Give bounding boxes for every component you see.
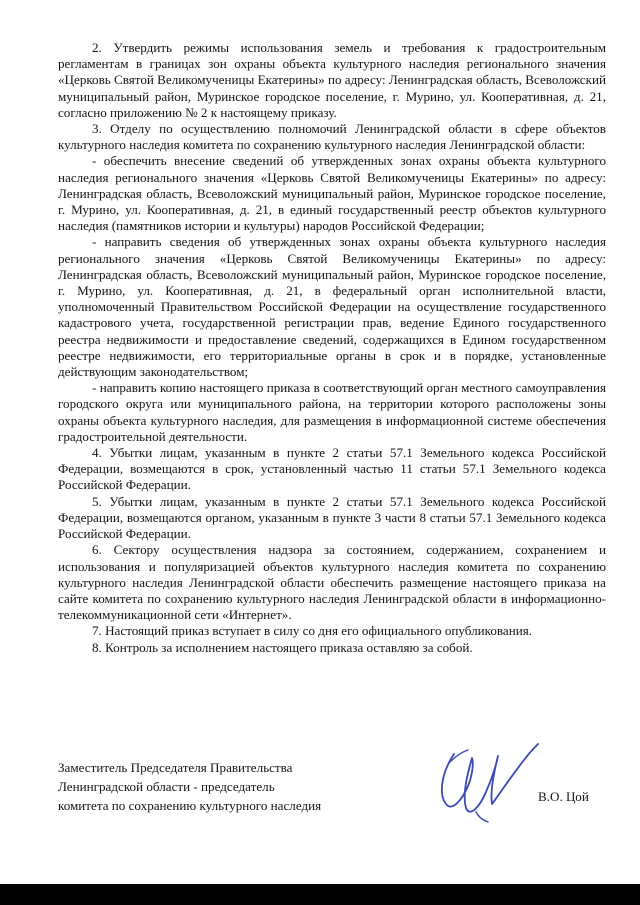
- paragraph-8-control: 8. Контроль за исполнением настоящего приказа оставляю за собой.: [92, 639, 473, 655]
- handwritten-signature: [432, 742, 540, 824]
- document-body: [58, 40, 606, 656]
- paragraph-3-item-cadastre: - направить сведения об утвержденных зонах охраны объекта культурного наследия регионального значения «Церковь Святой Великомученицы Екатерины» по адресу: Ленинградская область, Всеволожский муниципальный район, Муринское городское поселение, г. Мурино, ул. Кооперативная, д. 21, в федеральный орган исполнительной власти, уполномоченный Правительством Российской Федерации на осуществление государственного кадастрового учета, государственной регистрации прав, ведение Единого государственного реестра недвижимости и предоставление сведений, содержащихся в Едином государственном реестре недвижимости, его территориальные органы в срок и в порядке, установленные действующим законодательством;: [58, 234, 606, 380]
- paragraph-7-entry-into-force: 7. Настоящий приказ вступает в силу со дня его официального опубликования.: [92, 623, 533, 639]
- signatory-position-line: Заместитель Председателя Правительства: [58, 760, 293, 775]
- signatory-position-line: комитета по сохранению культурного наследия: [58, 798, 322, 813]
- signatory-position-line: Ленинградской области - председатель: [58, 779, 275, 794]
- paragraph-4-losses-term: 4. Убытки лицам, указанным в пункте 2 статьи 57.1 Земельного кодекса Российской Федерации, возмещаются в срок, установленный частью 11 статьи 57.1 Земельного кодекса Российской Федерации.: [58, 445, 606, 493]
- paragraph-3-item-registry: - обеспечить внесение сведений об утвержденных зонах охраны объекта культурного наследия регионального значения «Церковь Святой Великомученицы Екатерины» по адресу: Ленинградская область, Всеволожский муниципальный район, Муринское городское поселение, г. Мурино, ул. Кооперативная, д. 21, в единый государственный реестр объектов культурного наследия (памятников истории и культуры) народов Российской Федерации;: [58, 153, 606, 234]
- paragraph-5-losses-body: 5. Убытки лицам, указанным в пункте 2 статьи 57.1 Земельного кодекса Российской Федерации, возмещаются органом, указанным в пункте 3 части 8 статьи 57.1 Земельного кодекса Российской Федерации.: [58, 493, 606, 542]
- signatory-name: В.О. Цой: [538, 789, 589, 804]
- signatory-position: [58, 758, 321, 815]
- scan-border-bar: [0, 884, 640, 905]
- paragraph-3-item-local-government: - направить копию настоящего приказа в соответствующий орган местного самоуправления городского округа или муниципального района, на территории которого расположены зоны охраны объекта культурного наследия, для размещения в информационной системе обеспечения градостроительной деятельности.: [58, 380, 606, 444]
- paragraph-3-department-tasks: 3. Отделу по осуществлению полномочий Ленинградской области в сфере объектов культурного наследия комитета по сохранению культурного наследия Ленинградской области:: [58, 121, 606, 153]
- paragraph-2-zone-regimes: 2. Утвердить режимы использования земель и требования к градостроительным регламентам в границах зон охраны объекта культурного наследия регионального значения «Церковь Святой Великомученицы Екатерины» по адресу: Ленинградская область, Всеволожский муниципальный район, Муринское городское поселение, г. Мурино, ул. Кооперативная, д. 21, согласно приложению № 2 к настоящему приказу.: [58, 40, 606, 120]
- paragraph-6-publication: 6. Сектору осуществления надзора за состоянием, содержанием, сохранением и использования и популяризацией объектов культурного наследия комитета по сохранению культурного наследия Ленинградской области обеспечить размещение настоящего приказа на сайте комитета по сохранению культурного наследия Ленинградской области в информационно-телекоммуникационной сети «Интернет».: [58, 542, 606, 623]
